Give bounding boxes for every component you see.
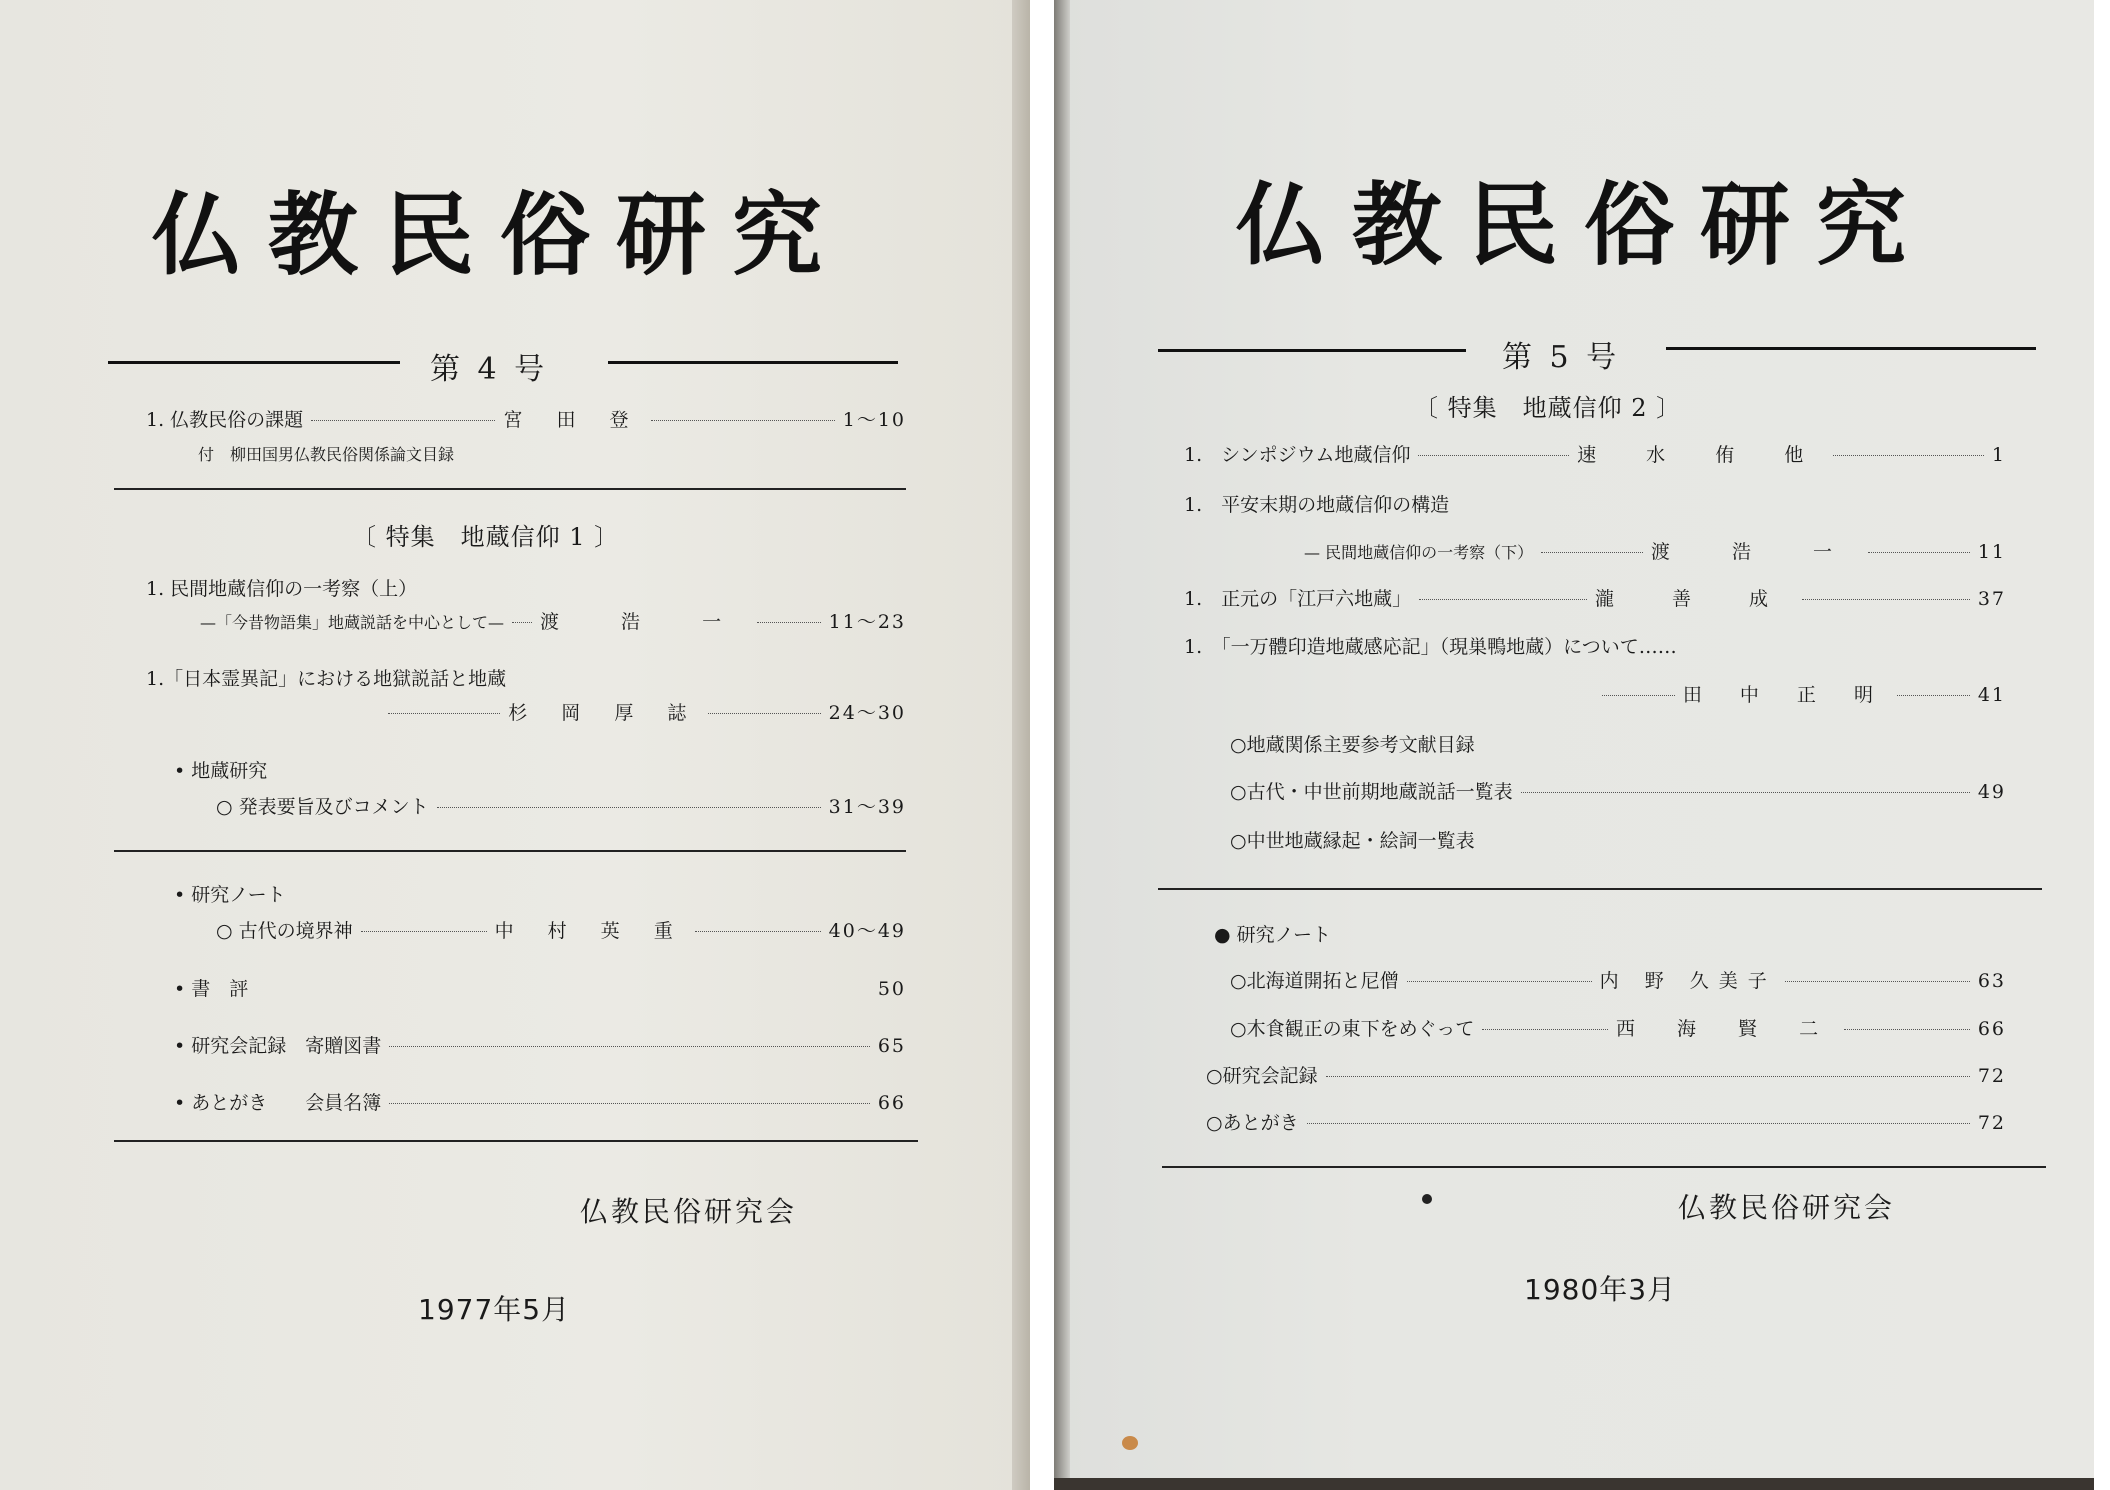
left-publication-date: 1977年5月 [418, 1293, 571, 1326]
left-publisher: 仏教民俗研究会 [580, 1195, 798, 1228]
left-journal-title: 仏教民俗研究 [152, 183, 848, 288]
right-feature-heading: 〔 特集 地蔵信仰 2 〕 [1414, 394, 1682, 422]
right-toc-entry: ○木食観正の東下をめぐって 西 海 賢 二 66 [1230, 1018, 2007, 1040]
right-divider-1 [1158, 888, 2042, 890]
left-toc-entry: ○ 古代の境界神 中 村 英 重 40〜49 [216, 920, 907, 942]
right-binding-shadow [1054, 0, 1070, 1490]
left-toc-entry: • 書 評 50 [174, 978, 906, 1000]
left-section-label: • 研究ノート [174, 884, 286, 906]
right-list-item: ○地蔵関係主要参考文献目録 [1230, 734, 1475, 756]
right-list-item: ○中世地蔵縁起・絵詞一覧表 [1230, 830, 1475, 852]
left-toc-entry: 杉 岡 厚 誌 24〜30 [380, 698, 906, 725]
left-section-label: • 地蔵研究 [174, 760, 268, 782]
left-toc-entry: 1. 仏教民俗の課題 宮 田 登 1〜10 [146, 409, 906, 431]
right-toc-entry-title: 1. 「一万體印造地蔵感応記」（現巣鴨地蔵）について…… [1184, 636, 1677, 658]
right-issue-number: 第 5 号 [1502, 340, 1621, 375]
right-toc-entry: ○北海道開拓と尼僧 内 野 久美子 63 [1230, 970, 2006, 992]
left-issue-rule-right [608, 361, 898, 364]
right-divider-2 [1162, 1166, 2046, 1168]
left-issue-rule-left [108, 361, 400, 364]
right-cover-page [1054, 0, 2094, 1490]
left-issue-number: 第 4 号 [430, 352, 549, 387]
right-bottom-edge [1054, 1478, 2094, 1490]
right-section-label: ● 研究ノート [1214, 924, 1332, 946]
left-feature-heading: 〔 特集 地蔵信仰 1 〕 [352, 523, 620, 551]
left-cover-page [0, 0, 1030, 1490]
right-toc-entry: 1. 正元の「江戸六地蔵」 瀧 善 成 37 [1184, 588, 2007, 610]
right-journal-title: 仏教民俗研究 [1236, 173, 1932, 278]
right-toc-entry: — 民間地蔵信仰の一考察（下） 渡 浩 一 11 [1304, 541, 2006, 563]
left-toc-entry-title: 1. 民間地蔵信仰の一考察（上） [146, 578, 418, 600]
right-toc-entry-title: 1. 平安末期の地蔵信仰の構造 [1184, 494, 1450, 516]
left-binding-edge [1012, 0, 1030, 1490]
left-divider-3 [114, 1140, 918, 1142]
left-toc-entry: —「今昔物語集」地蔵説話を中心として— 渡 浩 一 11〜23 [200, 611, 906, 633]
left-toc-entry: • あとがき 会員名簿 66 [174, 1092, 906, 1114]
right-toc-entry: 田 中 正 明 41 [1594, 680, 2006, 707]
right-toc-entry: ○古代・中世前期地蔵説話一覧表 49 [1230, 781, 2006, 803]
left-divider-1 [114, 488, 906, 490]
left-divider-2 [114, 850, 906, 852]
left-toc-appendix: 付 柳田国男仏教民俗関係論文目録 [198, 445, 455, 464]
right-toc-entry: ○研究会記録 72 [1206, 1065, 2006, 1087]
left-toc-entry: ○ 発表要旨及びコメント 31〜39 [216, 796, 906, 818]
ink-spot [1422, 1194, 1432, 1204]
right-issue-rule-right [1666, 347, 2036, 350]
page-gap [1030, 0, 1054, 1490]
right-toc-entry: ○あとがき 72 [1206, 1112, 2006, 1134]
left-toc-entry: • 研究会記録 寄贈図書 65 [174, 1035, 906, 1057]
right-toc-entry: 1. シンポジウム地蔵信仰 速 水 侑 他 1 [1184, 444, 2006, 466]
right-issue-rule-left [1158, 349, 1466, 352]
right-publication-date: 1980年3月 [1524, 1273, 1677, 1306]
right-margin [2094, 0, 2110, 1490]
stain-spot [1122, 1436, 1138, 1450]
right-publisher: 仏教民俗研究会 [1678, 1191, 1896, 1224]
left-toc-entry-title: 1.「日本霊異記」における地獄説話と地蔵 [146, 668, 507, 690]
